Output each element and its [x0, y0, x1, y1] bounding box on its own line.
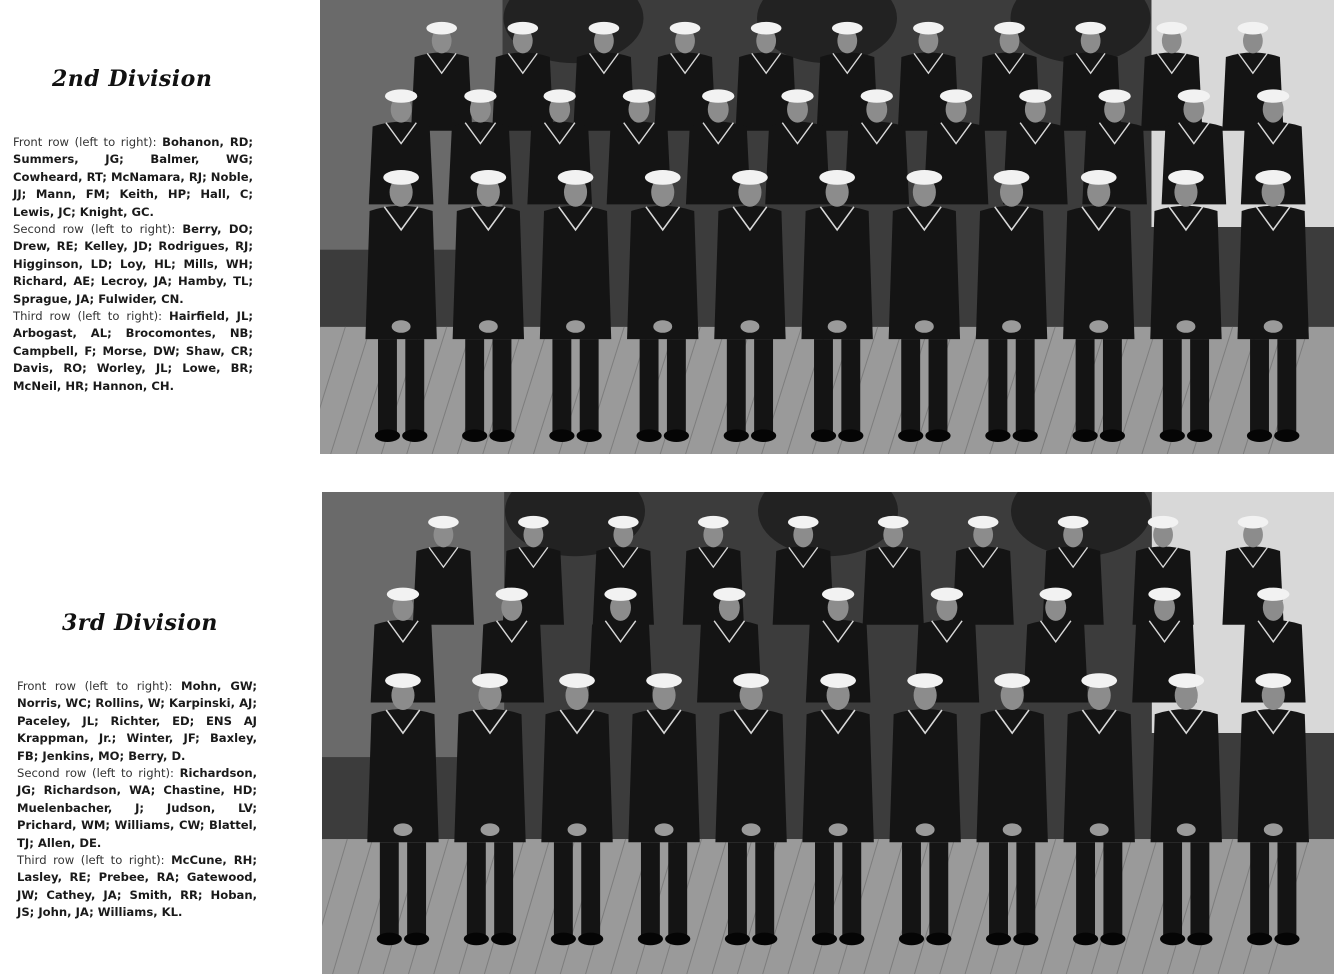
row-names: Mohn, GW; Norris, WC; Rollins, W; Karpinski, AJ; Paceley, JL; Richter, ED; ENS AJ Krappman, Jr.; Winter, JF; Baxley, FB; Jenkins, MO; Berry, D. — [17, 679, 257, 763]
row-label: Second row (left to right): — [13, 222, 176, 237]
row-names: McCune, RH; Lasley, RE; Prebee, RA; Gatewood, JW; Cathey, JA; Smith, RR; Hoban, JS; John, JA; Williams, KL. — [17, 853, 258, 920]
row-label: Third row (left to right): — [17, 853, 165, 868]
row-label: Front row (left to right): — [17, 679, 173, 693]
row-names: Berry, DO; Drew, RE; Kelley, JD; Rodrigues, RJ; Higginson, LD; Loy, HL; Mills, WH; Richard, AE; Lecroy, JA; Hamby, TL; Sprague, JA; Fulwider, CN. — [13, 222, 253, 306]
row-names: Bohanon, RD; Summers, JG; Balmer, WG; Cowheard, RT; McNamara, RJ; Noble, JJ; Mann, FM; Keith, HP; Hall, C; Lewis, JC; Knight, GC. — [13, 135, 254, 219]
row-label: Front row (left to right): — [13, 135, 157, 149]
caption-2nd-division — [13, 134, 253, 395]
group-photo-2nd-division — [320, 0, 1334, 454]
section-title-3rd-division: 3rd Division — [62, 610, 218, 636]
group-photo-3rd-division — [322, 492, 1334, 974]
row-label: Second row (left to right): — [17, 766, 174, 781]
row-label: Third row (left to right): — [13, 309, 163, 324]
row-names: Hairfield, JL; Arbogast, AL; Brocomontes, NB; Campbell, F; Morse, DW; Shaw, CR; Davis, RO; Worley, JL; Lowe, BR; McNeil, HR; Hannon, CH. — [13, 309, 254, 393]
caption-3rd-division — [17, 678, 257, 922]
row-names: Richardson, JG; Richardson, WA; Chastine, HD; Muelenbacher, J; Judson, LV; Prichard, WM; Williams, CW; Blattel, TJ; Allen, DE. — [17, 766, 258, 850]
section-title-2nd-division: 2nd Division — [52, 66, 213, 92]
